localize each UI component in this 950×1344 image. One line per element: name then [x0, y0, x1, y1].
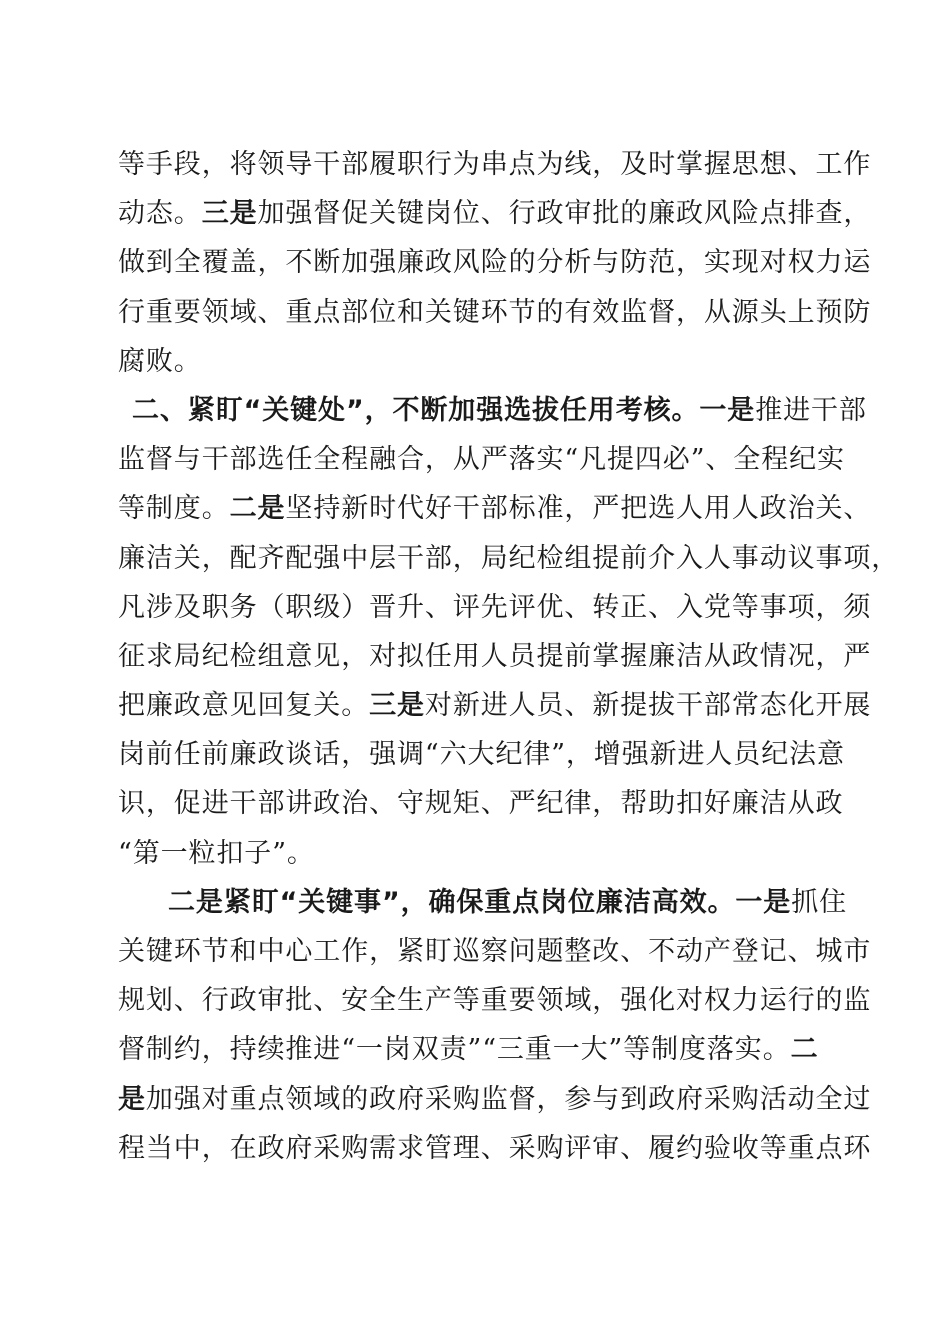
- text-line: 关键环节和中心工作，紧盯巡察问题整改、不动产登记、城市: [118, 936, 872, 967]
- text-line: 做到全覆盖，不断加强廉政风险的分析与防范，实现对权力运: [118, 247, 872, 279]
- text-line: 督制约，持续推进“一岗双责”“三重一大”等制度落实。二: [118, 1034, 819, 1066]
- body-text: [118, 140, 900, 1173]
- text-line: 廉洁关，配齐配强中层干部，局纪检组提前介入人事动议事项，: [118, 542, 900, 574]
- section-heading-line: 二、紧盯“关键处”，不断加强选拔任用考核。一是推进干部: [132, 394, 867, 426]
- section-heading-line: 二是紧盯“关键事”，确保重点岗位廉洁高效。一是抓住: [168, 886, 848, 918]
- text-line: 岗前任前廉政谈话，强调“六大纪律”，增强新进人员纪法意: [118, 739, 845, 771]
- text-line: 把廉政意见回复关。三是对新进人员、新提拔干部常态化开展: [118, 690, 872, 722]
- text-line: “第一粒扣子”。: [118, 837, 315, 869]
- text-line: 等手段，将领导干部履职行为串点为线，及时掌握思想、工作: [118, 149, 872, 180]
- text-line: 凡涉及职务（职级）晋升、评先评优、转正、入党等事项，须: [118, 591, 872, 623]
- text-line: 等制度。二是坚持新时代好干部标准，严把选人用人政治关、: [118, 493, 872, 525]
- text-line: 腐败。: [118, 345, 202, 377]
- text-line: 征求局纪检组意见，对拟任用人员提前掌握廉洁从政情况，严: [118, 640, 872, 672]
- text-line: 行重要领域、重点部位和关键环节的有效监督，从源头上预防: [118, 296, 872, 328]
- text-line: 是加强对重点领域的政府采购监督，参与到政府采购活动全过: [118, 1083, 872, 1115]
- text-line: 动态。三是加强督促关键岗位、行政审批的廉政风险点排查，: [118, 198, 872, 230]
- text-line: 程当中，在政府采购需求管理、采购评审、履约验收等重点环: [118, 1132, 872, 1164]
- text-line: 监督与干部选任全程融合，从严落实“凡提四必”、全程纪实: [118, 444, 845, 476]
- text-line: 规划、行政审批、安全生产等重要领域，强化对权力运行的监: [118, 985, 872, 1017]
- text-line: 识，促进干部讲政治、守规矩、严纪律，帮助扣好廉洁从政: [118, 788, 844, 820]
